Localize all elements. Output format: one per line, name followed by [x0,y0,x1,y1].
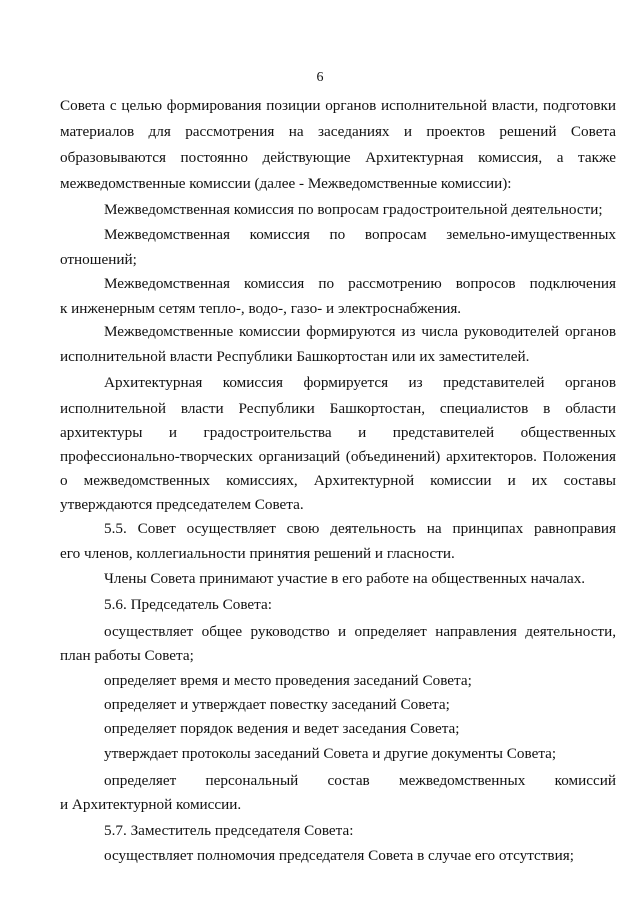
text-line: Межведомственная комиссия по рассмотрению вопросов подключения [104,275,616,292]
text-line: утверждаются председателем Совета. [60,496,304,513]
text-line: осуществляет общее руководство и определяет направления деятельности, [104,623,616,640]
text-line: 5.5. Совет осуществляет свою деятельность на принципах равноправия [104,520,616,537]
text-line: межведомственные комиссии (далее - Межведомственные комиссии): [60,175,512,192]
text-line: утверждает протоколы заседаний Совета и другие документы Совета; [104,745,557,762]
text-line: осуществляет полномочия председателя Совета в случае его отсутствия; [104,847,574,864]
text-line: определяет время и место проведения заседаний Совета; [104,672,472,689]
text-line: Архитектурная комиссия формируется из представителей органов [104,374,616,391]
text-line: план работы Совета; [60,647,194,664]
text-line: определяет персональный состав межведомственных комиссий [104,772,616,789]
text-line: образовываются постоянно действующие Архитектурная комиссия, а также [60,149,616,166]
text-line: определяет и утверждает повестку заседаний Совета; [104,696,450,713]
text-line: исполнительной власти Республики Башкортостан, специалистов в области [60,400,616,417]
text-line: к инженерным сетям тепло-, водо-, газо- и электроснабжения. [60,300,462,317]
text-line: архитектуры и градостроительства и представителей общественных [60,424,616,441]
text-line: профессионально-творческих организаций (объединений) архитекторов. Положения [60,448,616,465]
text-line: исполнительной власти Республики Башкортостан или их заместителей. [60,348,530,365]
text-line: Межведомственные комиссии формируются из числа руководителей органов [104,323,616,340]
text-line: Члены Совета принимают участие в его работе на общественных началах. [104,570,586,587]
section-heading: 5.6. Председатель Совета: [104,596,272,613]
text-line: материалов для рассмотрения на заседаниях и проектов решений Совета [60,123,616,140]
text-line: Межведомственная комиссия по вопросам градостроительной деятельности; [104,201,603,218]
text-line: его членов, коллегиальности принятия решений и гласности. [60,545,455,562]
text-line: Совета с целью формирования позиции органов исполнительной власти, подготовки [60,97,616,114]
section-heading: 5.7. Заместитель председателя Совета: [104,822,354,839]
text-line: отношений; [60,251,137,268]
text-line: о межведомственных комиссиях, Архитектурной комиссии и их составы [60,472,616,489]
page-number: 6 [316,70,324,85]
text-line: и Архитектурной комиссии. [60,796,242,813]
text-line: определяет порядок ведения и ведет заседания Совета; [104,720,460,737]
text-line: Межведомственная комиссия по вопросам земельно-имущественных [104,226,616,243]
